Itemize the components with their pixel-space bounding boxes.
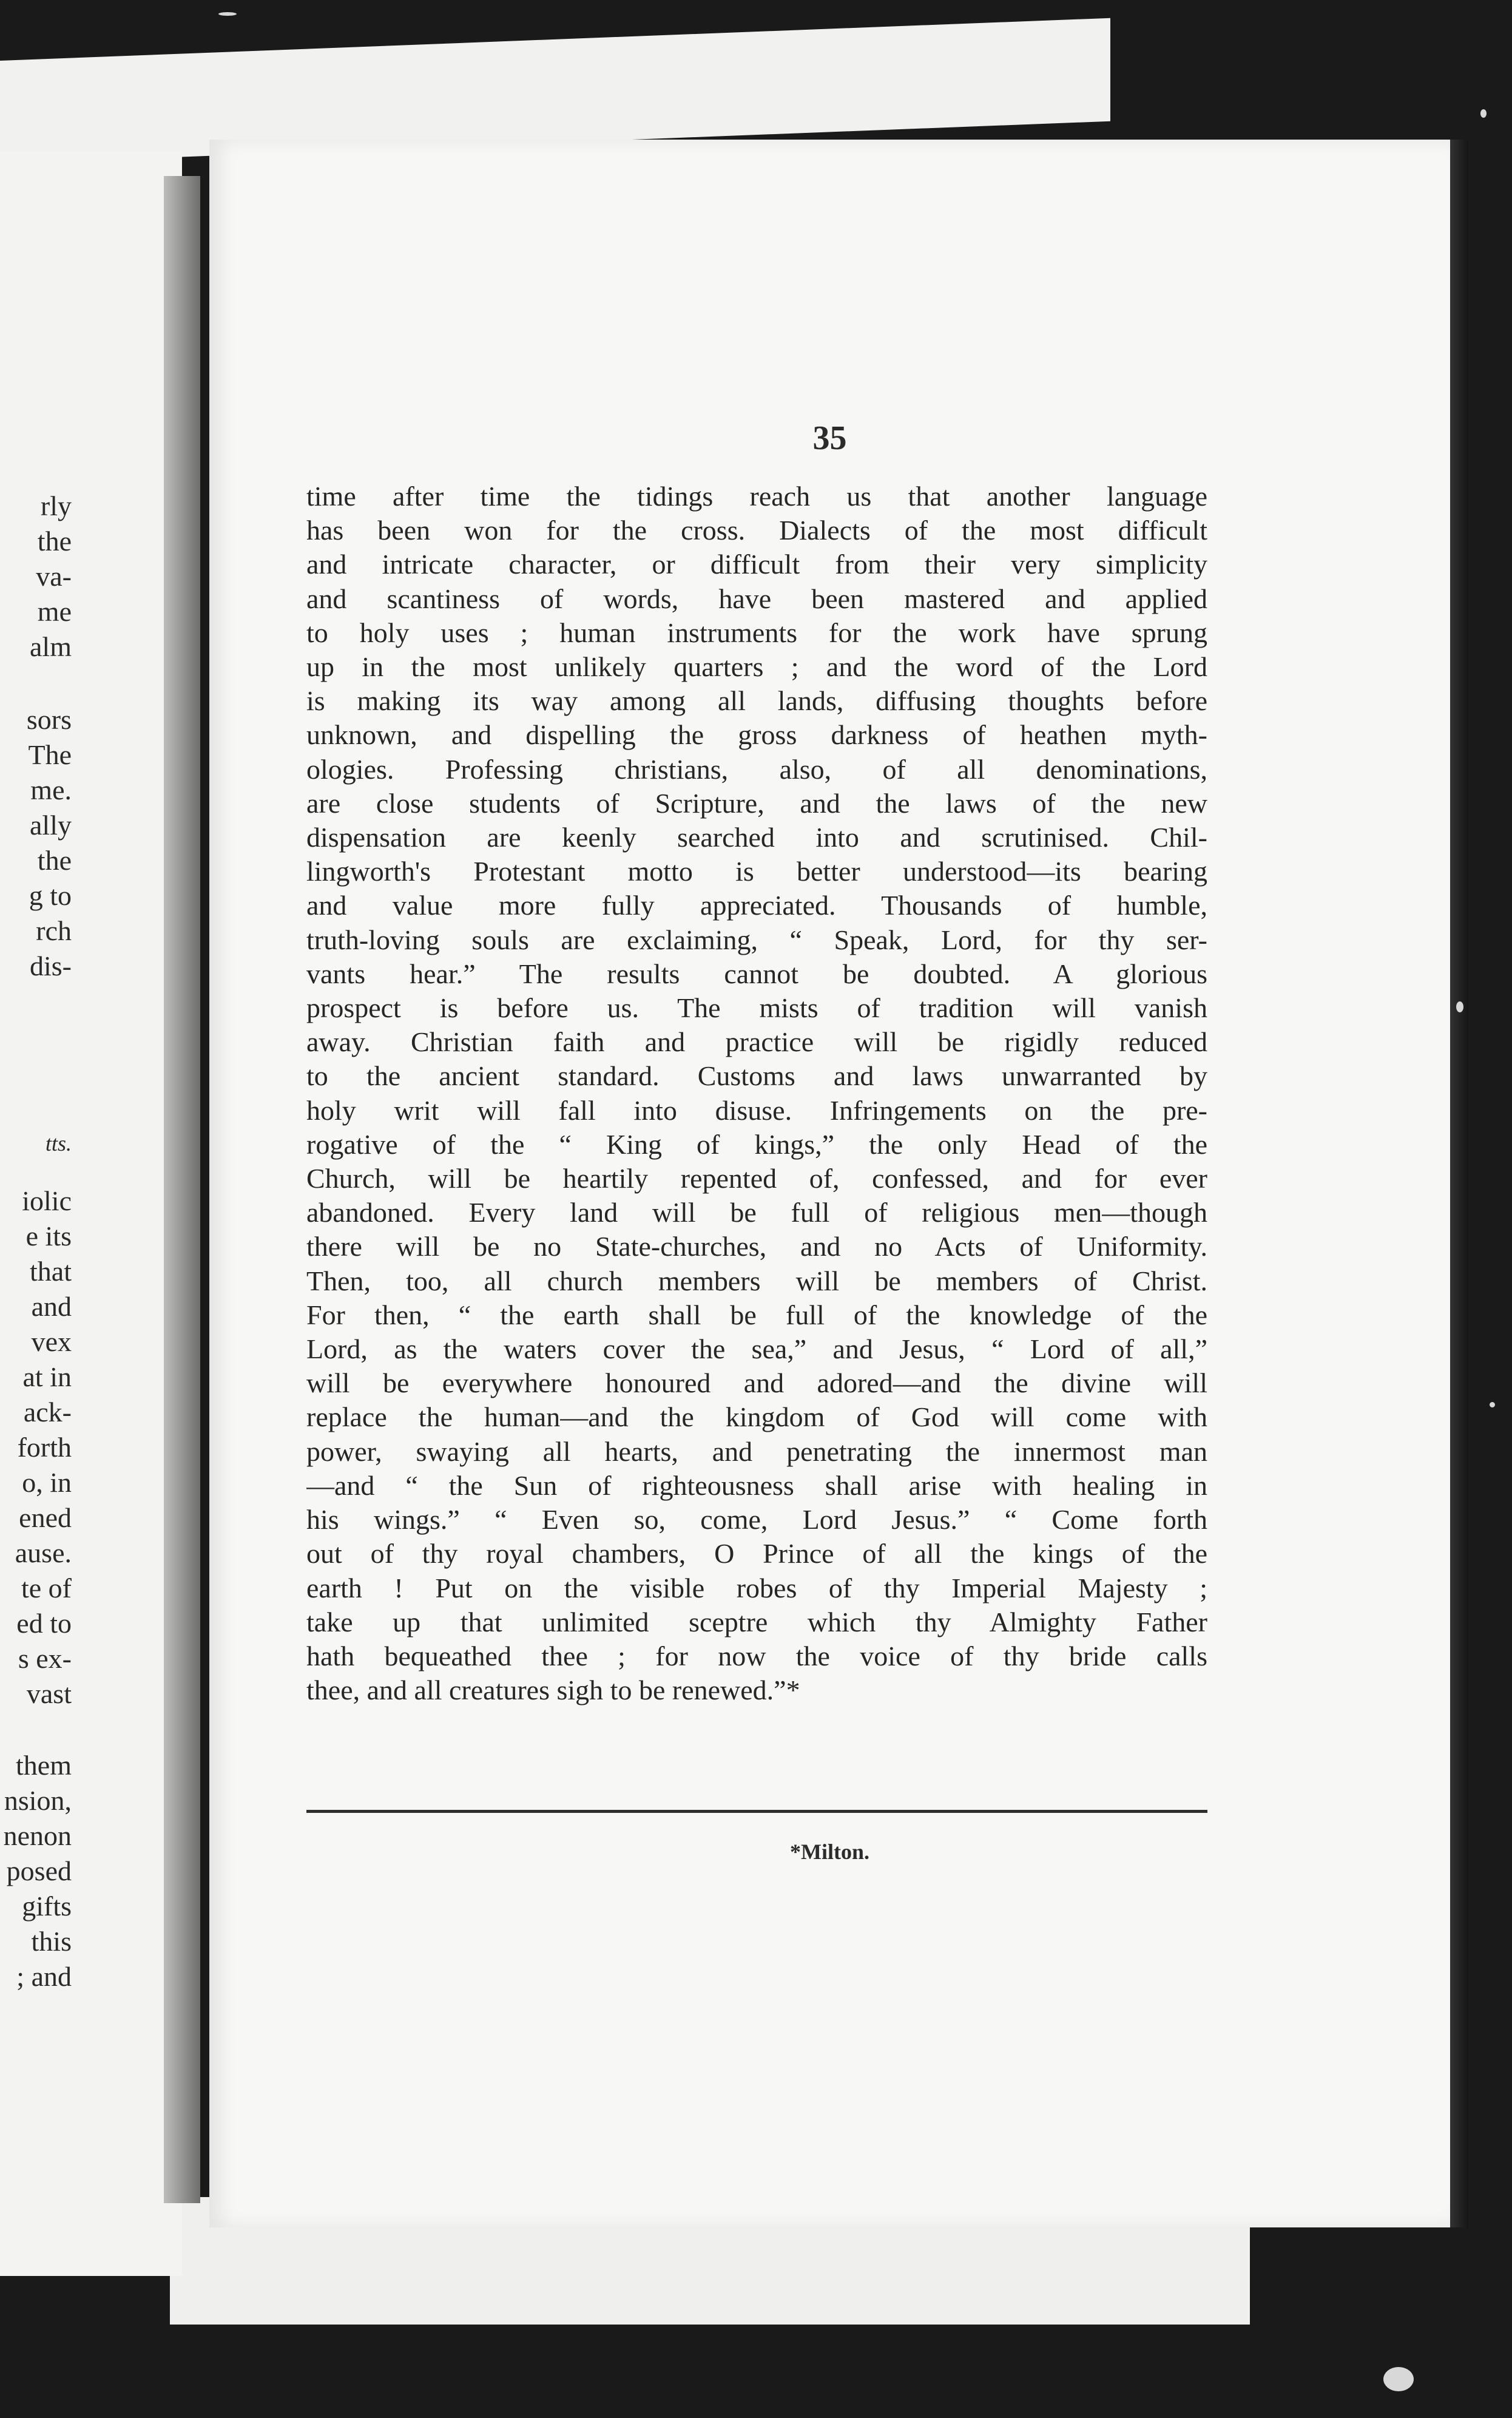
text-line: Church, will be heartily repented of, confessed, and for ever xyxy=(306,1163,1207,1194)
body-paragraph xyxy=(306,479,1207,1707)
left-line-fragment: me. xyxy=(30,774,72,805)
left-line-fragment: rly xyxy=(40,490,72,521)
left-line-fragment: vex xyxy=(31,1326,72,1357)
text-line: his wings.” “ Even so, come, Lord Jesus.” “ Come forth xyxy=(306,1504,1207,1536)
text-line: lingworth's Protestant motto is better understood—its bearing xyxy=(306,856,1207,887)
left-line-fragment: rch xyxy=(36,915,72,946)
text-line: and value more fully appreciated. Thousands of humble, xyxy=(306,890,1207,921)
text-line: and intricate character, or difficult from their very simplicity xyxy=(306,549,1207,580)
text-line: time after time the tidings reach us that another language xyxy=(306,481,1207,512)
left-line-fragment: at in xyxy=(22,1361,72,1392)
text-line: rogative of the “ King of kings,” the only Head of the xyxy=(306,1128,1207,1160)
left-line-fragment: ; and xyxy=(16,1961,72,1992)
text-line: ologies. Professing christians, also, of all denominations, xyxy=(306,753,1207,785)
left-line-fragment: o, in xyxy=(22,1467,72,1498)
text-line: hath bequeathed thee ; for now the voice of thy bride calls xyxy=(306,1640,1207,1671)
text-line: to the ancient standard. Customs and laws unwarranted by xyxy=(306,1060,1207,1092)
left-line-fragment: nsion, xyxy=(4,1785,72,1816)
left-line-fragment: va- xyxy=(36,561,72,592)
main-page xyxy=(209,140,1450,2227)
left-line-fragment: me xyxy=(37,596,72,627)
text-line: is making its way among all lands, diffusing thoughts before xyxy=(306,685,1207,717)
dust-speck xyxy=(1456,1001,1463,1012)
left-line-fragment: ed to xyxy=(16,1608,72,1639)
left-line-fragment: vast xyxy=(26,1678,72,1709)
footnote-rule xyxy=(306,1810,1207,1813)
text-line: take up that unlimited sceptre which thy Almighty Father xyxy=(306,1606,1207,1637)
left-line-fragment: g to xyxy=(29,880,72,911)
text-line: power, swaying all hearts, and penetrating the innermost man xyxy=(306,1435,1207,1467)
text-line: out of thy royal chambers, O Prince of all the kings of the xyxy=(306,1538,1207,1570)
left-line-fragment: sors xyxy=(26,704,72,735)
text-line: are close students of Scripture, and the laws of the new xyxy=(306,787,1207,819)
page-number: 35 xyxy=(812,419,847,457)
dust-speck xyxy=(1383,2367,1414,2391)
left-line-fragment: posed xyxy=(6,1855,72,1886)
text-line: holy writ will fall into disuse. Infringements on the pre- xyxy=(306,1094,1207,1126)
left-line-fragment: gifts xyxy=(22,1891,72,1922)
left-facing-page xyxy=(0,152,182,2276)
text-line: dispensation are keenly searched into and scrutinised. Chil- xyxy=(306,822,1207,853)
left-line-fragment: tts. xyxy=(45,1131,72,1156)
left-line-fragment: them xyxy=(16,1750,72,1781)
left-line-fragment: te of xyxy=(21,1573,72,1604)
text-line: unknown, and dispelling the gross darkness of heathen myth- xyxy=(306,719,1207,751)
text-line: vants hear.” The results cannot be doubted. A glorious xyxy=(306,958,1207,989)
text-line: truth-loving souls are exclaiming, “ Speak, Lord, for thy ser- xyxy=(306,924,1207,955)
text-line: Then, too, all church members will be members of Christ. xyxy=(306,1265,1207,1296)
text-line: will be everywhere honoured and adored—and the divine will xyxy=(306,1367,1207,1399)
text-line: has been won for the cross. Dialects of the most difficult xyxy=(306,515,1207,546)
text-line: and scantiness of words, have been mastered and applied xyxy=(306,583,1207,614)
left-line-fragment: the xyxy=(37,845,72,876)
left-line-fragment: the xyxy=(37,526,72,557)
text-line: prospect is before us. The mists of tradition will vanish xyxy=(306,992,1207,1024)
text-line: replace the human—and the kingdom of God will come with xyxy=(306,1401,1207,1433)
text-line: For then, “ the earth shall be full of the knowledge of the xyxy=(306,1299,1207,1330)
left-line-fragment: iolic xyxy=(22,1185,72,1216)
book-gutter-shadow xyxy=(164,176,200,2203)
left-line-fragment: ack- xyxy=(23,1397,72,1427)
text-line: away. Christian faith and practice will be rigidly reduced xyxy=(306,1026,1207,1058)
left-line-fragment: ened xyxy=(19,1502,72,1533)
left-line-fragment: ause. xyxy=(15,1537,72,1568)
text-line: Lord, as the waters cover the sea,” and Jesus, “ Lord of all,” xyxy=(306,1333,1207,1365)
text-line: earth ! Put on the visible robes of thy Imperial Majesty ; xyxy=(306,1572,1207,1604)
left-line-fragment: forth xyxy=(17,1432,72,1463)
text-line: abandoned. Every land will be full of religious men—though xyxy=(306,1197,1207,1228)
text-line: up in the most unlikely quarters ; and the word of the Lord xyxy=(306,651,1207,683)
left-line-fragment: ally xyxy=(30,810,72,841)
text-line: thee, and all creatures sigh to be renewed.”* xyxy=(306,1675,800,1706)
left-line-fragment: alm xyxy=(30,631,72,662)
left-line-fragment: The xyxy=(28,739,72,770)
left-line-fragment: this xyxy=(31,1926,72,1957)
text-line: to holy uses ; human instruments for the work have sprung xyxy=(306,617,1207,648)
dust-speck xyxy=(1490,1402,1495,1407)
text-line: —and “ the Sun of righteousness shall arise with healing in xyxy=(306,1469,1207,1501)
left-line-fragment: nenon xyxy=(3,1820,72,1851)
dust-speck xyxy=(1480,109,1487,118)
dust-speck xyxy=(218,12,237,16)
left-line-fragment: and xyxy=(31,1291,72,1322)
left-line-fragment: e its xyxy=(25,1221,72,1251)
footnote: *Milton. xyxy=(790,1840,869,1864)
text-line: there will be no State-churches, and no Acts of Uniformity. xyxy=(306,1231,1207,1262)
left-line-fragment: s ex- xyxy=(18,1643,72,1674)
left-line-fragment: that xyxy=(30,1256,72,1287)
left-line-fragment: dis- xyxy=(30,950,72,981)
